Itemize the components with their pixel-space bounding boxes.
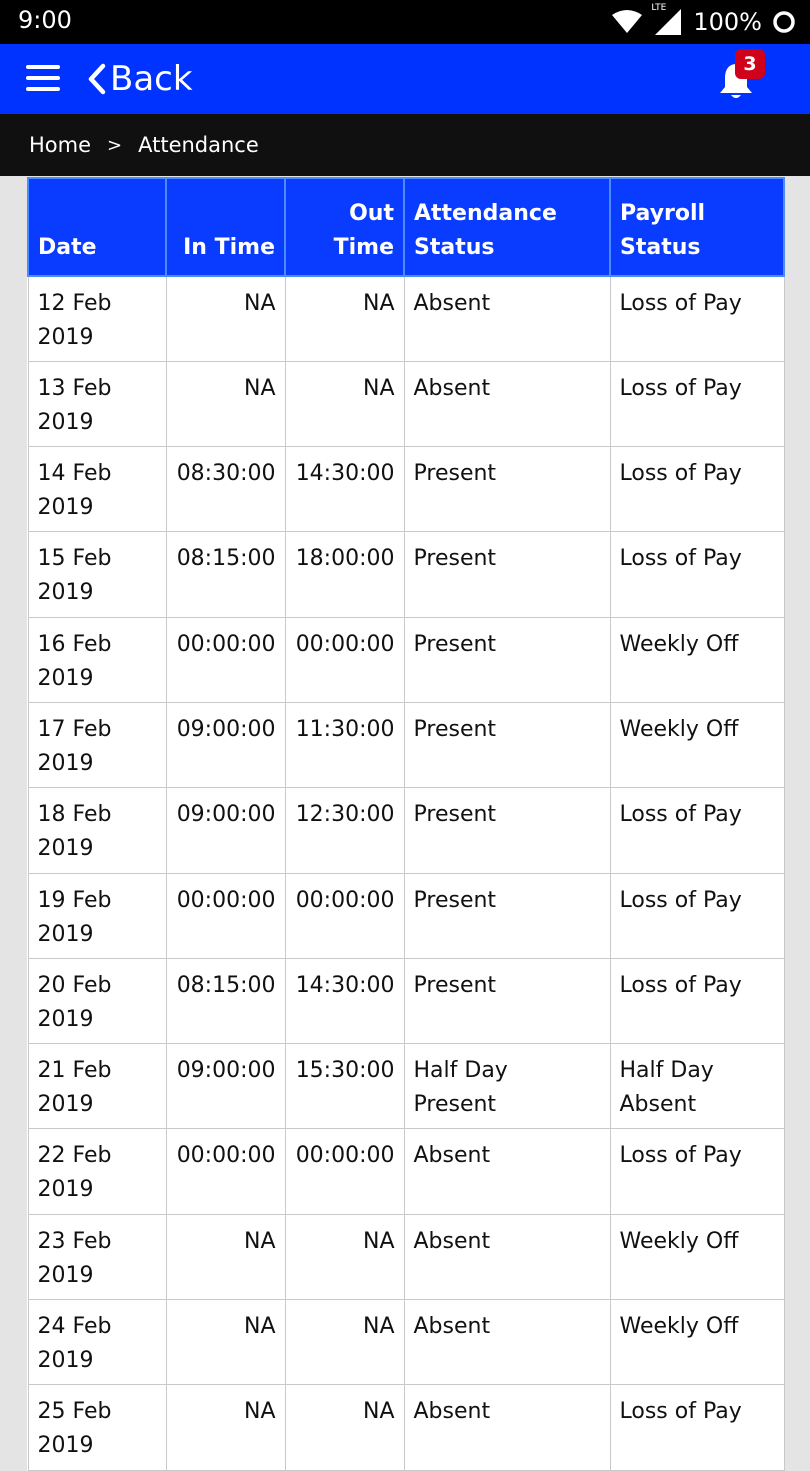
cell-payroll-status: Loss of Pay <box>610 532 784 617</box>
table-row <box>28 617 784 702</box>
cell-out-time: 00:00:00 <box>285 617 404 702</box>
table-row <box>28 958 784 1043</box>
cell-date: 22 Feb 2019 <box>28 1129 166 1214</box>
cell-payroll-status: Loss of Pay <box>610 1385 784 1470</box>
header-date: Date <box>28 178 166 276</box>
cell-out-time: NA <box>285 1214 404 1299</box>
breadcrumb-separator: > <box>107 134 123 156</box>
breadcrumb <box>0 114 810 176</box>
cell-out-time: 18:00:00 <box>285 532 404 617</box>
cell-payroll-status: Half Day Absent <box>610 1044 784 1129</box>
header-payroll-status: Payroll Status <box>610 178 784 276</box>
cell-attendance-status: Present <box>404 788 610 873</box>
cell-out-time: 14:30:00 <box>285 958 404 1043</box>
cell-attendance-status: Absent <box>404 1300 610 1385</box>
cell-out-time: NA <box>285 276 404 361</box>
status-bar <box>0 0 810 44</box>
cell-payroll-status: Loss of Pay <box>610 1129 784 1214</box>
header-in-time: In Time <box>166 178 285 276</box>
cell-attendance-status: Absent <box>404 1214 610 1299</box>
cell-date: 18 Feb 2019 <box>28 788 166 873</box>
cell-in-time: 09:00:00 <box>166 1044 285 1129</box>
app-bar <box>0 44 810 114</box>
cell-attendance-status: Present <box>404 702 610 787</box>
lte-signal-icon <box>651 3 683 37</box>
cell-date: 16 Feb 2019 <box>28 617 166 702</box>
cell-out-time: NA <box>285 361 404 446</box>
cell-in-time: NA <box>166 1385 285 1470</box>
header-attendance-status: Attendance Status <box>404 178 610 276</box>
cell-out-time: 15:30:00 <box>285 1044 404 1129</box>
cell-out-time: 00:00:00 <box>285 873 404 958</box>
table-row <box>28 1300 784 1385</box>
cell-in-time: 08:15:00 <box>166 532 285 617</box>
cell-attendance-status: Present <box>404 958 610 1043</box>
cell-in-time: 00:00:00 <box>166 617 285 702</box>
cell-date: 13 Feb 2019 <box>28 361 166 446</box>
table-body <box>28 276 784 1470</box>
cell-payroll-status: Loss of Pay <box>610 788 784 873</box>
cell-date: 23 Feb 2019 <box>28 1214 166 1299</box>
cell-payroll-status: Weekly Off <box>610 1214 784 1299</box>
cell-attendance-status: Absent <box>404 1129 610 1214</box>
status-icons <box>611 4 796 40</box>
wifi-icon <box>611 9 643 35</box>
cell-date: 17 Feb 2019 <box>28 702 166 787</box>
table-row <box>28 447 784 532</box>
cell-attendance-status: Absent <box>404 276 610 361</box>
cell-in-time: 08:15:00 <box>166 958 285 1043</box>
table-row <box>28 788 784 873</box>
cell-date: 25 Feb 2019 <box>28 1385 166 1470</box>
cell-out-time: 11:30:00 <box>285 702 404 787</box>
table-row <box>28 361 784 446</box>
table-row <box>28 1129 784 1214</box>
cell-out-time: 14:30:00 <box>285 447 404 532</box>
table-header-row <box>28 178 784 276</box>
cell-attendance-status: Half Day Present <box>404 1044 610 1129</box>
cell-in-time: NA <box>166 1300 285 1385</box>
cell-attendance-status: Absent <box>404 361 610 446</box>
table-row <box>28 1385 784 1470</box>
cell-out-time: NA <box>285 1385 404 1470</box>
cell-date: 21 Feb 2019 <box>28 1044 166 1129</box>
cell-out-time: 12:30:00 <box>285 788 404 873</box>
cell-in-time: 09:00:00 <box>166 788 285 873</box>
cell-out-time: 00:00:00 <box>285 1129 404 1214</box>
status-time: 9:00 <box>18 6 72 34</box>
table-row <box>28 276 784 361</box>
lte-label: LTE <box>651 3 667 13</box>
cell-in-time: 08:30:00 <box>166 447 285 532</box>
table-row <box>28 702 784 787</box>
cell-date: 24 Feb 2019 <box>28 1300 166 1385</box>
cell-date: 15 Feb 2019 <box>28 532 166 617</box>
cell-payroll-status: Loss of Pay <box>610 361 784 446</box>
cell-attendance-status: Present <box>404 873 610 958</box>
cell-in-time: 00:00:00 <box>166 1129 285 1214</box>
attendance-table-container[interactable] <box>27 177 783 1459</box>
back-button[interactable] <box>88 54 193 104</box>
breadcrumb-current: Attendance <box>138 133 259 157</box>
cell-out-time: NA <box>285 1300 404 1385</box>
cell-in-time: NA <box>166 1214 285 1299</box>
cell-payroll-status: Weekly Off <box>610 617 784 702</box>
cell-date: 14 Feb 2019 <box>28 447 166 532</box>
header-out-time: Out Time <box>285 178 404 276</box>
chevron-left-icon <box>88 63 106 95</box>
cell-date: 20 Feb 2019 <box>28 958 166 1043</box>
table-row <box>28 873 784 958</box>
cell-date: 12 Feb 2019 <box>28 276 166 361</box>
cell-attendance-status: Absent <box>404 1385 610 1470</box>
cell-attendance-status: Present <box>404 532 610 617</box>
cell-attendance-status: Present <box>404 617 610 702</box>
battery-ring-icon <box>772 10 796 34</box>
cell-in-time: 09:00:00 <box>166 702 285 787</box>
cell-payroll-status: Weekly Off <box>610 702 784 787</box>
menu-icon[interactable] <box>26 62 62 94</box>
cell-attendance-status: Present <box>404 447 610 532</box>
table-row <box>28 532 784 617</box>
cell-in-time: NA <box>166 361 285 446</box>
cell-payroll-status: Loss of Pay <box>610 447 784 532</box>
back-label: Back <box>110 59 193 99</box>
cell-payroll-status: Loss of Pay <box>610 276 784 361</box>
breadcrumb-home[interactable]: Home <box>29 133 92 157</box>
battery-percent: 100% <box>693 8 762 36</box>
cell-payroll-status: Loss of Pay <box>610 873 784 958</box>
cell-in-time: NA <box>166 276 285 361</box>
table-row <box>28 1044 784 1129</box>
cell-payroll-status: Weekly Off <box>610 1300 784 1385</box>
notification-badge: 3 <box>735 49 765 79</box>
cell-payroll-status: Loss of Pay <box>610 958 784 1043</box>
table-row <box>28 1214 784 1299</box>
cell-date: 19 Feb 2019 <box>28 873 166 958</box>
attendance-table <box>27 177 785 1471</box>
cell-in-time: 00:00:00 <box>166 873 285 958</box>
